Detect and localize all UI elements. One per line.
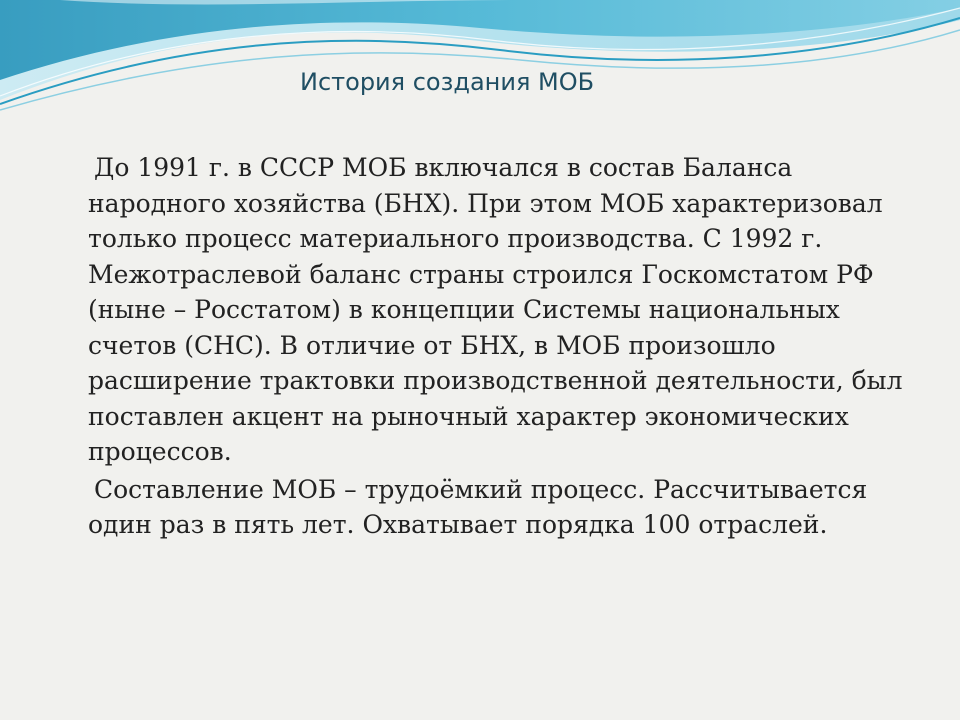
slide-title: История создания МОБ bbox=[300, 68, 595, 96]
header-wave-decoration bbox=[0, 0, 960, 120]
slide-body bbox=[88, 150, 928, 545]
body-paragraph: До 1991 г. в СССР МОБ включался в состав Баланса народного хозяйства (БНХ). При этом МОБ характеризовал только процесс материального производства. С 1992 г. Межотраслевой баланс страны строился Госкомстатом РФ (ныне – Росстатом) в концепции Системы национальных счетов (СНС). В отличие от БНХ, в МОБ произошло расширение трактовки производственной деятельности, был поставлен акцент на рыночный характер экономических процессов. bbox=[88, 153, 903, 466]
body-paragraph: Составление МОБ – трудоёмкий процесс. Рассчитывается один раз в пять лет. Охватывает порядка 100 отраслей. bbox=[88, 474, 868, 539]
